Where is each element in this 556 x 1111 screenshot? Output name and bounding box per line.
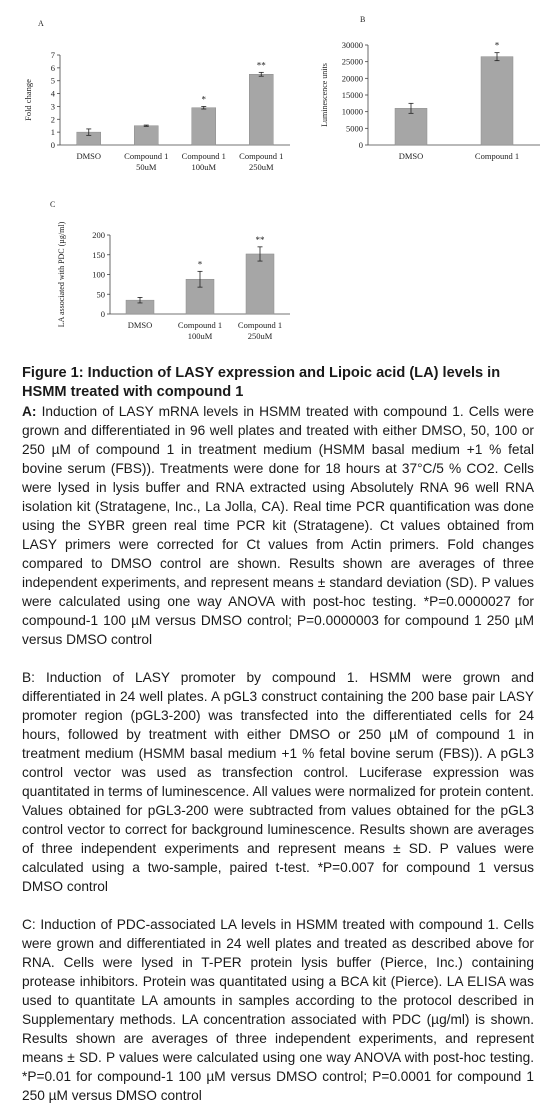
significance-marker-a: *: [201, 94, 206, 105]
category-label-a: Compound 1: [239, 151, 284, 161]
y-tick-label-a: 5: [50, 75, 55, 86]
y-tick-label-c: 150: [92, 249, 105, 260]
y-tick-label-c: 0: [100, 309, 105, 319]
y-tick-label-a: 1: [50, 127, 55, 138]
caption-lead-c: C:: [22, 917, 36, 932]
category-label-a: 100uM: [191, 162, 217, 172]
y-tick-label-a: 6: [50, 62, 55, 73]
category-label-b: Compound 1: [474, 151, 520, 161]
caption-title: Figure 1: Induction of LASY expression and Lipoic acid (LA) levels in HSMM treated with compound 1: [22, 365, 501, 400]
y-tick-label-b: 15000: [341, 90, 363, 100]
panel-label-a: A: [38, 19, 44, 28]
category-label-c: DMSO: [127, 320, 153, 330]
y-axis-label-a: Fold change: [23, 79, 33, 121]
category-label-a: 250uM: [248, 162, 274, 172]
bar-a: [192, 108, 216, 145]
caption-text-b: Induction of LASY promoter by compound 1. HSMM were grown and differentiated in 24 well plates. A pGL3 construct containing the 200 base pair LASY promoter region (pGL3-200) was transfected into the differentiated cells for 24 hours, followed by treatment with either DMSO or 250 µM of compound 1 in treatment medium (HSMM basal medium +1 % fetal bovine serum (FBS)). A pGL3 control vector was used as transfection control. Luciferase expression was quantitated in terms of luminescence. All values were normalized for protein content. Values obtained for pGL3-200 were subtracted from values obtained for the pGL3 control vector to correct for background luminescence. Results shown are averages of three independent experiments and represent means ± SD. P values were calculated using a two-sample, paired t-test. *P=0.007 for compound 1 versus DMSO control: [22, 670, 534, 894]
caption-paragraph-c: [22, 915, 534, 1105]
y-tick-label-a: 7: [50, 50, 55, 60]
y-tick-label-b: 0: [358, 140, 363, 150]
caption-paragraph-a: [22, 402, 534, 649]
panel-label-c: C: [50, 200, 56, 209]
significance-marker-b: *: [494, 40, 500, 51]
y-tick-label-b: 30000: [341, 40, 363, 50]
y-axis-label-b: Luminescence units: [320, 63, 329, 127]
caption-lead-a: A:: [22, 404, 37, 419]
chart-a: [0, 0, 556, 360]
panel-label-b: B: [360, 15, 366, 24]
category-label-b: DMSO: [398, 151, 424, 161]
y-tick-label-b: 5000: [346, 123, 363, 134]
y-tick-label-a: 0: [50, 140, 55, 150]
category-label-c: Compound 1: [237, 320, 283, 330]
y-tick-label-a: 3: [50, 101, 55, 112]
y-tick-label-c: 100: [92, 269, 105, 280]
caption-text-a: Induction of LASY mRNA levels in HSMM treated with compound 1. Cells were grown and differentiated in 96 well plates and treated with either DMSO, 50, 100 or 250 µM of compound 1 in treatment medium (HSMM basal medium +1 % fetal bovine serum (FBS)). Treatments were done for 18 hours at 37°C/5 % CO2. Cells were lysed in lysis buffer and RNA extracted using Absolutely RNA 96 well RNA isolation kit (Stratagene, Inc., La Jolla, CA). Real time PCR quantification was done using the SYBR green real time PCR kit (Stratagene). Ct values obtained from LASY primers were corrected for Ct values from Actin primers. Fold changes compared to DMSO control are shown. Results shown are averages of three independent experiments, and represent means ± standard deviation (SD). P values were calculated using one way ANOVA with post-hoc testing. *P=0.0000027 for compound-1 100 µM versus DMSO control; P=0.0000003 for compound 1 250 µM versus DMSO control: [22, 404, 534, 647]
figure-caption: [22, 364, 534, 1105]
category-label-a: Compound 1: [181, 151, 226, 161]
y-tick-label-b: 10000: [341, 106, 363, 117]
y-tick-label-a: 4: [50, 88, 55, 99]
bar-a: [134, 126, 158, 145]
y-axis-label-c: LA associated with PDC (µg/ml): [57, 221, 66, 328]
category-label-c: Compound 1: [177, 320, 223, 330]
y-tick-label-b: 20000: [341, 73, 363, 84]
category-label-a: 50uM: [136, 162, 157, 172]
significance-marker-c: *: [197, 259, 203, 270]
significance-marker-c: **: [255, 234, 265, 245]
bar-a: [249, 74, 273, 145]
category-label-a: Compound 1: [124, 151, 169, 161]
caption-text-c: Induction of PDC-associated LA levels in HSMM treated with compound 1. Cells were grown and differentiated in 24 well plates and treated as described above for RNA. Cells were lysed in T-PER protein lysis buffer (Pierce, Inc.) containing protease inhibitors. Protein was quantitated using a BCA kit (Pierce). LA ELISA was used to quantitate LA amounts in samples according to the protocol described in Supplementary methods. LA concentration associated with PDC (µg/ml) is shown. Results shown are averages of three independent experiments, and represent means ± SD. P values were calculated using one way ANOVA with post-hoc testing. *P=0.01 for compound-1 100 µM versus DMSO control; P=0.0001 for compound 1 250 µM versus DMSO control: [22, 917, 534, 1103]
caption-paragraph-b: [22, 668, 534, 896]
category-label-c: 100uM: [187, 331, 213, 341]
y-tick-label-b: 25000: [341, 56, 363, 67]
y-tick-label-c: 50: [96, 289, 105, 300]
significance-marker-a: **: [256, 60, 266, 71]
category-label-c: 250uM: [247, 331, 273, 341]
category-label-a: DMSO: [76, 151, 102, 161]
y-tick-label-c: 200: [92, 230, 105, 240]
y-tick-label-a: 2: [50, 114, 55, 125]
caption-lead-b: B:: [22, 670, 35, 685]
